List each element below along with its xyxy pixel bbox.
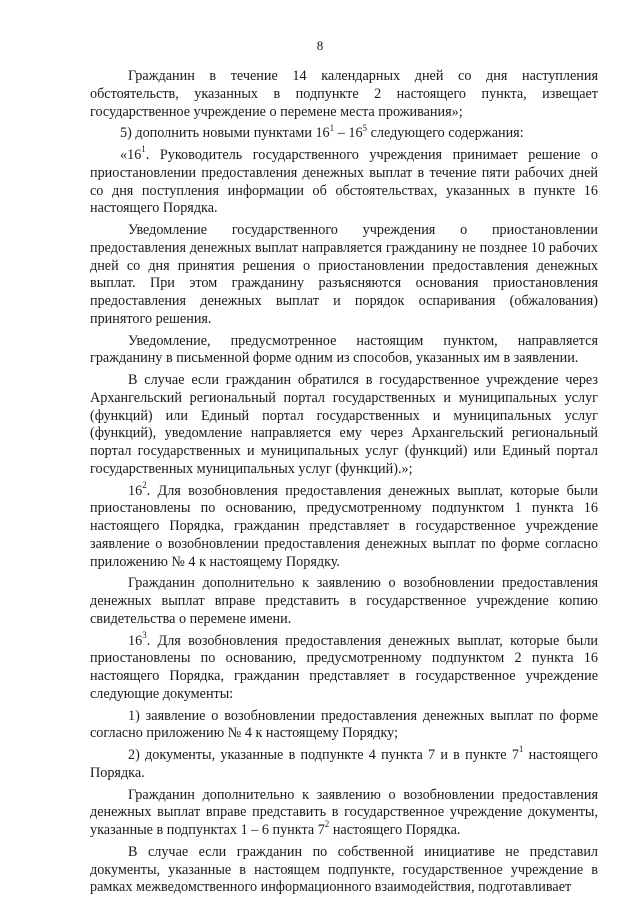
document-body <box>90 68 598 897</box>
paragraph-portal-notification: В случае если гражданин обратился в государственное учреждение через Архангельский региональный портал государственных и муниципальных услуг (функций) или Единый портал государственных и муниципальных услуг (функций), уведомление направляется ему через Архангельский региональный портал государственных и муниципальных услуг (функций) или Единый портал государственных муниципальных услуг (функций).»; <box>90 372 598 477</box>
page-number: 8 <box>316 38 324 53</box>
paragraph-16-3: $16^3$. Для возобновления предоставления денежных выплат, которые были приостановлены по основанию, предусмотренному подпунктом 2 пункта 16 настоящего Порядка, гражданин представляет в государственное учреждение следующие документы: <box>90 629 598 702</box>
paragraph-notification-form: Уведомление, предусмотренное настоящим пунктом, направляется гражданину в письменной форме одним из способов, указанных им в заявлении. <box>90 332 598 367</box>
paragraph-interagency-request: В случае если гражданин по собственной инициативе не представил документы, указанные в настоящем подпункте, государственное учреждение в рамках межведомственного информационного взаимодействия, подготавливает <box>90 843 598 896</box>
paragraph-notification-deadline: Уведомление государственного учреждения о приостановлении предоставления денежных выплат направляется гражданину не позднее 10 рабочих дней со дня принятия решения о приостановлении предоставления денежных выплат. При этом гражданину разъясняются основания приостановления предоставления денежных выплат и порядок оспаривания (обжалования) принятого решения. <box>90 222 598 327</box>
paragraph-name-change-copy: Гражданин дополнительно к заявлению о возобновлении предоставления денежных выплат вправе представить в государственное учреждение копию свидетельства о перемене имени. <box>90 575 598 627</box>
paragraph-16-1: «$16^1$. Руководитель государственного учреждения принимает решение о приостановлении предоставления денежных выплат в течение пяти рабочих дней со дня поступления информации об обстоятельствах, указанных в пункте 16 настоящего Порядка. <box>90 144 598 217</box>
paragraph-16-2: $16^2$. Для возобновления предоставления денежных выплат, которые были приостановлены по основанию, предусмотренному подпунктом 1 пункта 16 настоящего Порядка, гражданин представляет в государственное учреждение заявление о возобновлении предоставления денежных выплат по форме согласно приложению № 4 к настоящему Порядку. <box>90 479 598 570</box>
paragraph-notice-relocation: Гражданин в течение 14 календарных дней со дня наступления обстоятельств, указанных в подпункте 2 настоящего пункта, извещает государственное учреждение о перемене места проживания»; <box>90 68 598 120</box>
paragraph-additional-documents: Гражданин дополнительно к заявлению о возобновлении предоставления денежных выплат вправе представить в государственное учреждение документы, указанные в подпунктах 1 – 6 пункта $7^2$ настоящего Порядка. <box>90 786 598 838</box>
paragraph-list-item-1: 1) заявление о возобновлении предоставления денежных выплат по форме согласно приложению № 4 к настоящему Порядку; <box>90 707 598 742</box>
paragraph-list-item-2: 2) документы, указанные в подпункте 4 пункта 7 и в пункте $7^1$ настоящего Порядка. <box>90 744 598 781</box>
paragraph-item-5: 5) дополнить новыми пунктами $16^1 - 16^5$ следующего содержания: <box>120 122 524 142</box>
